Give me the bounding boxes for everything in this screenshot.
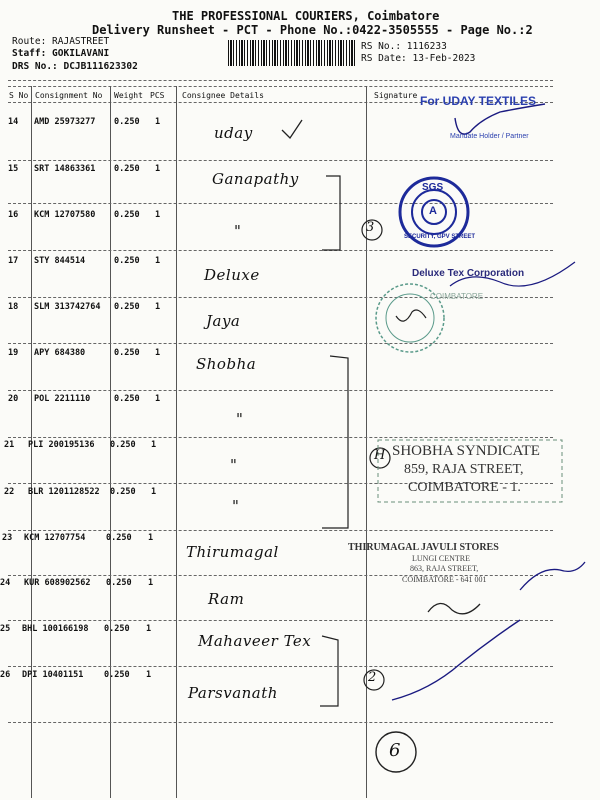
deluxe-stamp-title: Deluxe Tex Corporation	[412, 268, 525, 279]
row-sno: 20	[8, 394, 19, 404]
row-pcs: 1	[155, 164, 161, 174]
col-weight: Weight	[114, 91, 143, 100]
row-sno: 15	[8, 164, 19, 174]
row-pcs: 1	[151, 487, 157, 497]
row-sno: 24	[0, 578, 11, 588]
row-pcs: 1	[146, 624, 152, 634]
row-weight: 0.250	[104, 624, 130, 634]
row-sno: 22	[4, 487, 15, 497]
col-consignee-details: Consignee Details	[182, 91, 264, 100]
col-consignment: Consignment No	[35, 91, 103, 100]
row-weight: 0.250	[110, 440, 136, 450]
consignee-handwritten: "	[234, 222, 242, 240]
row-consignment: AMD 25973277	[34, 117, 96, 127]
consignee-handwritten: Parsvanath	[188, 684, 278, 702]
uday-stamp-title: For UDAY TEXTILES	[420, 94, 537, 108]
consignee-handwritten: Jaya	[206, 312, 241, 330]
row-weight: 0.250	[110, 487, 136, 497]
row-weight: 0.250	[106, 578, 132, 588]
row-sno: 14	[8, 117, 19, 127]
row-weight: 0.250	[114, 117, 140, 127]
row-consignment: SLM 313742764	[34, 302, 101, 312]
row-pcs: 1	[155, 348, 161, 358]
row-consignment: SRT 14863361	[34, 164, 96, 174]
consignee-handwritten: Ram	[208, 590, 245, 608]
row-sno: 21	[4, 440, 15, 450]
consignee-handwritten: Shobha	[196, 355, 257, 373]
col-sno: S No	[9, 91, 29, 100]
row-consignment: BHL 100166198	[22, 624, 89, 634]
circled-total: 6	[389, 740, 401, 761]
company-title: THE PROFESSIONAL COURIERS, Coimbatore	[172, 9, 440, 23]
row-weight: 0.250	[114, 302, 140, 312]
row-pcs: 1	[155, 256, 161, 266]
staff-label: Staff: GOKILAVANI	[12, 48, 110, 59]
row-weight: 0.250	[106, 533, 132, 543]
col-signature: Signature	[374, 91, 418, 100]
consignee-handwritten: "	[232, 497, 240, 515]
consignee-handwritten: "	[230, 456, 238, 474]
row-pcs: 1	[155, 117, 161, 127]
row-weight: 0.250	[114, 164, 140, 174]
bracket-count-2: H	[374, 448, 386, 463]
bracket-count-1: 3	[366, 220, 375, 235]
row-consignment: DPI 10401151	[22, 670, 84, 680]
uday-stamp-subtitle: Mandate Holder / Partner	[450, 133, 529, 140]
bracket-count-3: 2	[368, 670, 377, 685]
row-sno: 26	[0, 670, 11, 680]
row-weight: 0.250	[114, 394, 140, 404]
row-pcs: 1	[151, 440, 157, 450]
consignee-handwritten: Mahaveer Tex	[198, 632, 312, 650]
row-sno: 25	[0, 624, 11, 634]
shobha-stamp-city: COIMBATORE - 1.	[408, 480, 521, 495]
row-consignment: KUR 608902562	[24, 578, 91, 588]
consignee-handwritten: uday	[214, 124, 253, 142]
row-consignment: KCM 12707754	[24, 533, 86, 543]
shobha-stamp-address: 859, RAJA STREET,	[404, 462, 524, 477]
row-consignment: BLR 1201128522	[28, 487, 100, 497]
thirumagal-stamp-line3: 863, RAJA STREET,	[410, 564, 479, 573]
row-pcs: 1	[148, 533, 154, 543]
col-pcs: PCS	[150, 91, 165, 100]
shobha-stamp-title: SHOBHA SYNDICATE	[392, 443, 540, 459]
row-sno: 19	[8, 348, 19, 358]
row-pcs: 1	[155, 302, 161, 312]
row-consignment: PLI 200195136	[28, 440, 95, 450]
thirumagal-stamp-title: THIRUMAGAL JAVULI STORES	[348, 542, 499, 553]
row-sno: 17	[8, 256, 19, 266]
row-pcs: 1	[155, 394, 161, 404]
consignee-handwritten: "	[236, 410, 244, 428]
row-sno: 18	[8, 302, 19, 312]
rs-number: RS No.: 1116233	[361, 41, 447, 52]
row-pcs: 1	[146, 670, 152, 680]
row-weight: 0.250	[104, 670, 130, 680]
row-pcs: 1	[155, 210, 161, 220]
consignee-handwritten: Deluxe	[204, 266, 260, 284]
row-weight: 0.250	[114, 348, 140, 358]
deluxe-stamp-city: COIMBATORE	[430, 292, 484, 301]
row-sno: 16	[8, 210, 19, 220]
row-consignment: APY 684380	[34, 348, 86, 358]
runsheet-subtitle: Delivery Runsheet - PCT - Phone No.:0422-3505555 - Page No.:2	[92, 23, 533, 37]
row-consignment: STY 844514	[34, 256, 86, 266]
rs-date: RS Date: 13-Feb-2023	[361, 53, 476, 64]
sgs-stamp-bottom: SECURITY, GPV STREET	[404, 234, 476, 240]
drs-number: DRS No.: DCJB111623302	[12, 61, 138, 72]
row-consignment: KCM 12707580	[34, 210, 96, 220]
sgs-stamp-top: SGS	[422, 182, 444, 193]
row-consignment: POL 2211110	[34, 394, 91, 404]
row-weight: 0.250	[114, 210, 140, 220]
consignee-handwritten: Ganapathy	[212, 170, 299, 188]
consignee-handwritten: Thirumagal	[186, 543, 279, 561]
sgs-stamp-center: A	[429, 205, 437, 217]
row-sno: 23	[2, 533, 13, 543]
row-pcs: 1	[148, 578, 154, 588]
thirumagal-stamp-line4: COIMBATORE - 641 001	[402, 575, 487, 584]
route-label: Route: RAJASTREET	[12, 36, 110, 47]
thirumagal-stamp-line2: LUNGI CENTRE	[412, 554, 470, 563]
row-weight: 0.250	[114, 256, 140, 266]
